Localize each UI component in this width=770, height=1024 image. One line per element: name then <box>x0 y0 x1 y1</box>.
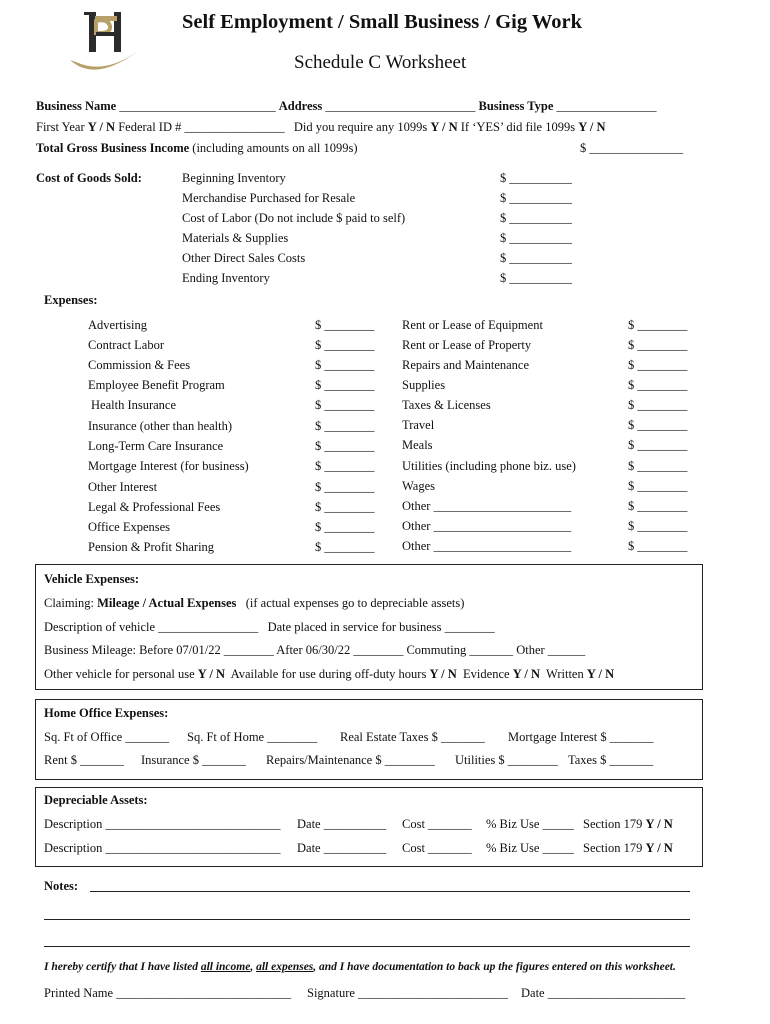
expense-amount-field[interactable]: $ ________ <box>315 338 375 352</box>
cogs-amount-field[interactable]: $ __________ <box>500 271 572 285</box>
certification-all-income: all income <box>200 961 251 973</box>
cogs-amount-field[interactable]: $ __________ <box>500 231 572 245</box>
home-office-field[interactable]: Sq. Ft of Office _______ <box>44 730 170 744</box>
depreciable-row <box>44 817 280 832</box>
expense-item: Utilities (including phone biz. use) <box>402 459 576 473</box>
asset-biz-use-field[interactable]: % Biz Use _____ <box>486 841 574 855</box>
vehicle-description-line <box>44 620 495 635</box>
expense-item: Advertising <box>88 318 148 332</box>
cogs-label: Cost of Goods Sold: <box>36 171 142 185</box>
cogs-item: Merchandise Purchased for Resale <box>182 191 356 205</box>
claiming-note: (if actual expenses go to depreciable assets) <box>245 596 465 610</box>
business-type-field[interactable]: ________________ <box>556 99 657 113</box>
home-office-field[interactable]: Rent $ _______ <box>44 753 124 767</box>
expense-item: Other Interest <box>88 480 158 494</box>
written-yn[interactable]: Y / N <box>586 667 615 681</box>
cogs-item: Other Direct Sales Costs <box>182 251 306 265</box>
expense-item: Meals <box>402 438 433 452</box>
written-label: Written <box>546 667 584 681</box>
certification-statement <box>44 961 676 973</box>
section-179 <box>583 817 673 832</box>
expense-amount-field[interactable]: $ ________ <box>628 519 688 533</box>
signature-field[interactable]: Signature ________________________ <box>307 986 509 1000</box>
cogs-amount-field[interactable]: $ __________ <box>500 171 572 185</box>
certification-text: , and I have documentation to back up the figures entered on this worksheet. <box>313 961 676 973</box>
asset-date-field[interactable]: Date __________ <box>297 841 387 855</box>
asset-description-field[interactable]: Description ____________________________ <box>44 841 281 855</box>
section-179 <box>583 841 673 856</box>
asset-biz-use-field[interactable]: % Biz Use _____ <box>486 817 574 831</box>
if-yes-label: If ‘YES’ did file 1099s <box>460 120 576 134</box>
other-vehicle-label: Other vehicle for personal use <box>44 667 195 681</box>
signature-date-field[interactable]: Date ______________________ <box>521 986 686 1000</box>
expense-item: Travel <box>402 418 435 432</box>
cogs-item: Ending Inventory <box>182 271 270 285</box>
expense-amount-field[interactable]: $ ________ <box>628 539 688 553</box>
depreciable-row <box>44 841 280 856</box>
business-name-label: Business Name <box>36 99 117 113</box>
date-placed-field[interactable]: Date placed in service for business ________ <box>267 620 495 634</box>
expense-amount-field[interactable]: $ ________ <box>315 459 375 473</box>
expense-item: Office Expenses <box>88 520 171 534</box>
business-info-line1 <box>36 99 657 114</box>
vehicle-claiming-line <box>44 596 464 611</box>
expense-other-field[interactable]: Other ______________________ <box>402 519 572 533</box>
home-office-field[interactable]: Real Estate Taxes $ _______ <box>340 730 485 744</box>
expense-item: Legal & Professional Fees <box>88 500 221 514</box>
expense-amount-field[interactable]: $ ________ <box>628 499 688 513</box>
expense-item: Rent or Lease of Property <box>402 338 532 352</box>
expense-amount-field[interactable]: $ ________ <box>628 479 688 493</box>
other-vehicle-yn[interactable]: Y / N <box>197 667 226 681</box>
section-179-label: Section 179 <box>583 817 643 831</box>
cogs-amount-field[interactable]: $ __________ <box>500 251 572 265</box>
expense-item: Rent or Lease of Equipment <box>402 318 543 332</box>
cogs-item: Beginning Inventory <box>182 171 286 185</box>
expense-amount-field[interactable]: $ ________ <box>628 398 688 412</box>
asset-cost-field[interactable]: Cost _______ <box>402 841 472 855</box>
federal-id-field[interactable]: Federal ID # ________________ <box>118 120 285 134</box>
expense-amount-field[interactable]: $ ________ <box>315 358 375 372</box>
page-title: Self Employment / Small Business / Gig Work <box>182 11 583 33</box>
home-office-field[interactable]: Insurance $ _______ <box>141 753 246 767</box>
expenses-label: Expenses: <box>44 293 98 307</box>
page-subtitle: Schedule C Worksheet <box>294 52 467 73</box>
gross-income-line <box>36 141 358 156</box>
require-1099s-yn[interactable]: Y / N <box>430 120 458 134</box>
vehicle-description-field[interactable]: Description of vehicle ________________ <box>44 620 259 634</box>
filed-1099s-yn[interactable]: Y / N <box>578 120 606 134</box>
expense-other-field[interactable]: Other ______________________ <box>402 499 572 513</box>
address-field[interactable]: ________________________ <box>325 99 476 113</box>
expense-amount-field[interactable]: $ ________ <box>628 418 688 432</box>
expense-amount-field[interactable]: $ ________ <box>315 378 375 392</box>
expense-item: Repairs and Maintenance <box>402 358 530 372</box>
certification-all-expenses: all expenses <box>256 961 314 973</box>
expense-amount-field[interactable]: $ ________ <box>315 398 375 412</box>
expense-amount-field[interactable]: $ ________ <box>628 318 688 332</box>
certification-text: I hereby certify that I have listed <box>44 961 198 973</box>
company-logo <box>66 10 148 80</box>
notes-label: Notes: <box>44 879 79 893</box>
gross-income-label: Total Gross Business Income <box>36 141 190 155</box>
expense-amount-field[interactable]: $ ________ <box>315 439 375 453</box>
notes-line[interactable] <box>90 891 690 892</box>
expense-amount-field[interactable]: $ ________ <box>628 438 688 452</box>
first-year-yn[interactable]: Y / N <box>87 120 116 134</box>
expense-item: Health Insurance <box>91 398 177 412</box>
business-type-label: Business Type <box>478 99 554 113</box>
gross-income-field[interactable]: $ _______________ <box>580 141 684 155</box>
section-179-label: Section 179 <box>583 841 643 855</box>
asset-cost-field[interactable]: Cost _______ <box>402 817 472 831</box>
home-office-field[interactable]: Repairs/Maintenance $ ________ <box>266 753 435 767</box>
home-office-field[interactable]: Utilities $ ________ <box>455 753 558 767</box>
evidence-yn[interactable]: Y / N <box>512 667 541 681</box>
expense-item: Taxes & Licenses <box>402 398 491 412</box>
expense-item: Wages <box>402 479 436 493</box>
home-office-field[interactable]: Sq. Ft of Home ________ <box>187 730 318 744</box>
cogs-amount-field[interactable]: $ __________ <box>500 191 572 205</box>
home-office-field[interactable]: Taxes $ _______ <box>568 753 654 767</box>
expense-item: Contract Labor <box>88 338 165 352</box>
expense-amount-field[interactable]: $ ________ <box>315 520 375 534</box>
claiming-label: Claiming: <box>44 596 94 610</box>
cogs-amount-field[interactable]: $ __________ <box>500 211 572 225</box>
expense-item: Employee Benefit Program <box>88 378 225 392</box>
asset-description-field[interactable]: Description ____________________________ <box>44 817 281 831</box>
expense-item: Mortgage Interest (for business) <box>88 459 249 473</box>
section-179-yn[interactable]: Y / N <box>645 841 673 855</box>
available-label: Available for use during off-duty hours <box>230 667 427 681</box>
evidence-label: Evidence <box>463 667 510 681</box>
vehicle-title: Vehicle Expenses: <box>44 572 140 586</box>
home-office-title: Home Office Expenses: <box>44 706 169 720</box>
expense-item: Insurance (other than health) <box>88 419 233 433</box>
expense-amount-field[interactable]: $ ________ <box>315 480 375 494</box>
business-info-line2 <box>36 120 606 135</box>
expense-amount-field[interactable]: $ ________ <box>628 358 688 372</box>
asset-date-field[interactable]: Date __________ <box>297 817 387 831</box>
expense-item: Supplies <box>402 378 446 392</box>
notes-line[interactable] <box>44 919 690 920</box>
expense-amount-field[interactable]: $ ________ <box>628 338 688 352</box>
expense-other-field[interactable]: Other ______________________ <box>402 539 572 553</box>
notes-line[interactable] <box>44 946 690 947</box>
address-label: Address <box>278 99 323 113</box>
home-office-field[interactable]: Mortgage Interest $ _______ <box>508 730 654 744</box>
business-mileage-line[interactable]: Business Mileage: Before 07/01/22 ________ After 06/30/22 ________ Commuting _______ Other ______ <box>44 643 586 657</box>
cogs-item: Materials & Supplies <box>182 231 289 245</box>
expense-amount-field[interactable]: $ ________ <box>315 500 375 514</box>
expense-item: Pension & Profit Sharing <box>88 540 215 554</box>
expense-item: Commission & Fees <box>88 358 191 372</box>
section-179-yn[interactable]: Y / N <box>645 817 673 831</box>
vehicle-personal-line <box>44 667 614 682</box>
expense-amount-field[interactable]: $ ________ <box>315 540 375 554</box>
expense-amount-field[interactable]: $ ________ <box>628 378 688 392</box>
expense-amount-field[interactable]: $ ________ <box>315 419 375 433</box>
require-1099s-label: Did you require any 1099s <box>293 120 428 134</box>
business-name-field[interactable]: _________________________ <box>119 99 276 113</box>
claiming-options[interactable]: Mileage / Actual Expenses <box>97 596 237 610</box>
gross-income-note: (including amounts on all 1099s) <box>192 141 358 155</box>
expense-item: Long-Term Care Insurance <box>88 439 224 453</box>
expense-amount-field[interactable]: $ ________ <box>628 459 688 473</box>
available-yn[interactable]: Y / N <box>429 667 457 681</box>
printed-name-field[interactable]: Printed Name ____________________________ <box>44 986 292 1000</box>
expense-amount-field[interactable]: $ ________ <box>315 318 375 332</box>
depreciable-title: Depreciable Assets: <box>44 793 148 807</box>
certification-comma: , <box>250 961 254 973</box>
first-year-label: First Year <box>36 120 85 134</box>
cogs-item: Cost of Labor (Do not include $ paid to self) <box>182 211 406 225</box>
